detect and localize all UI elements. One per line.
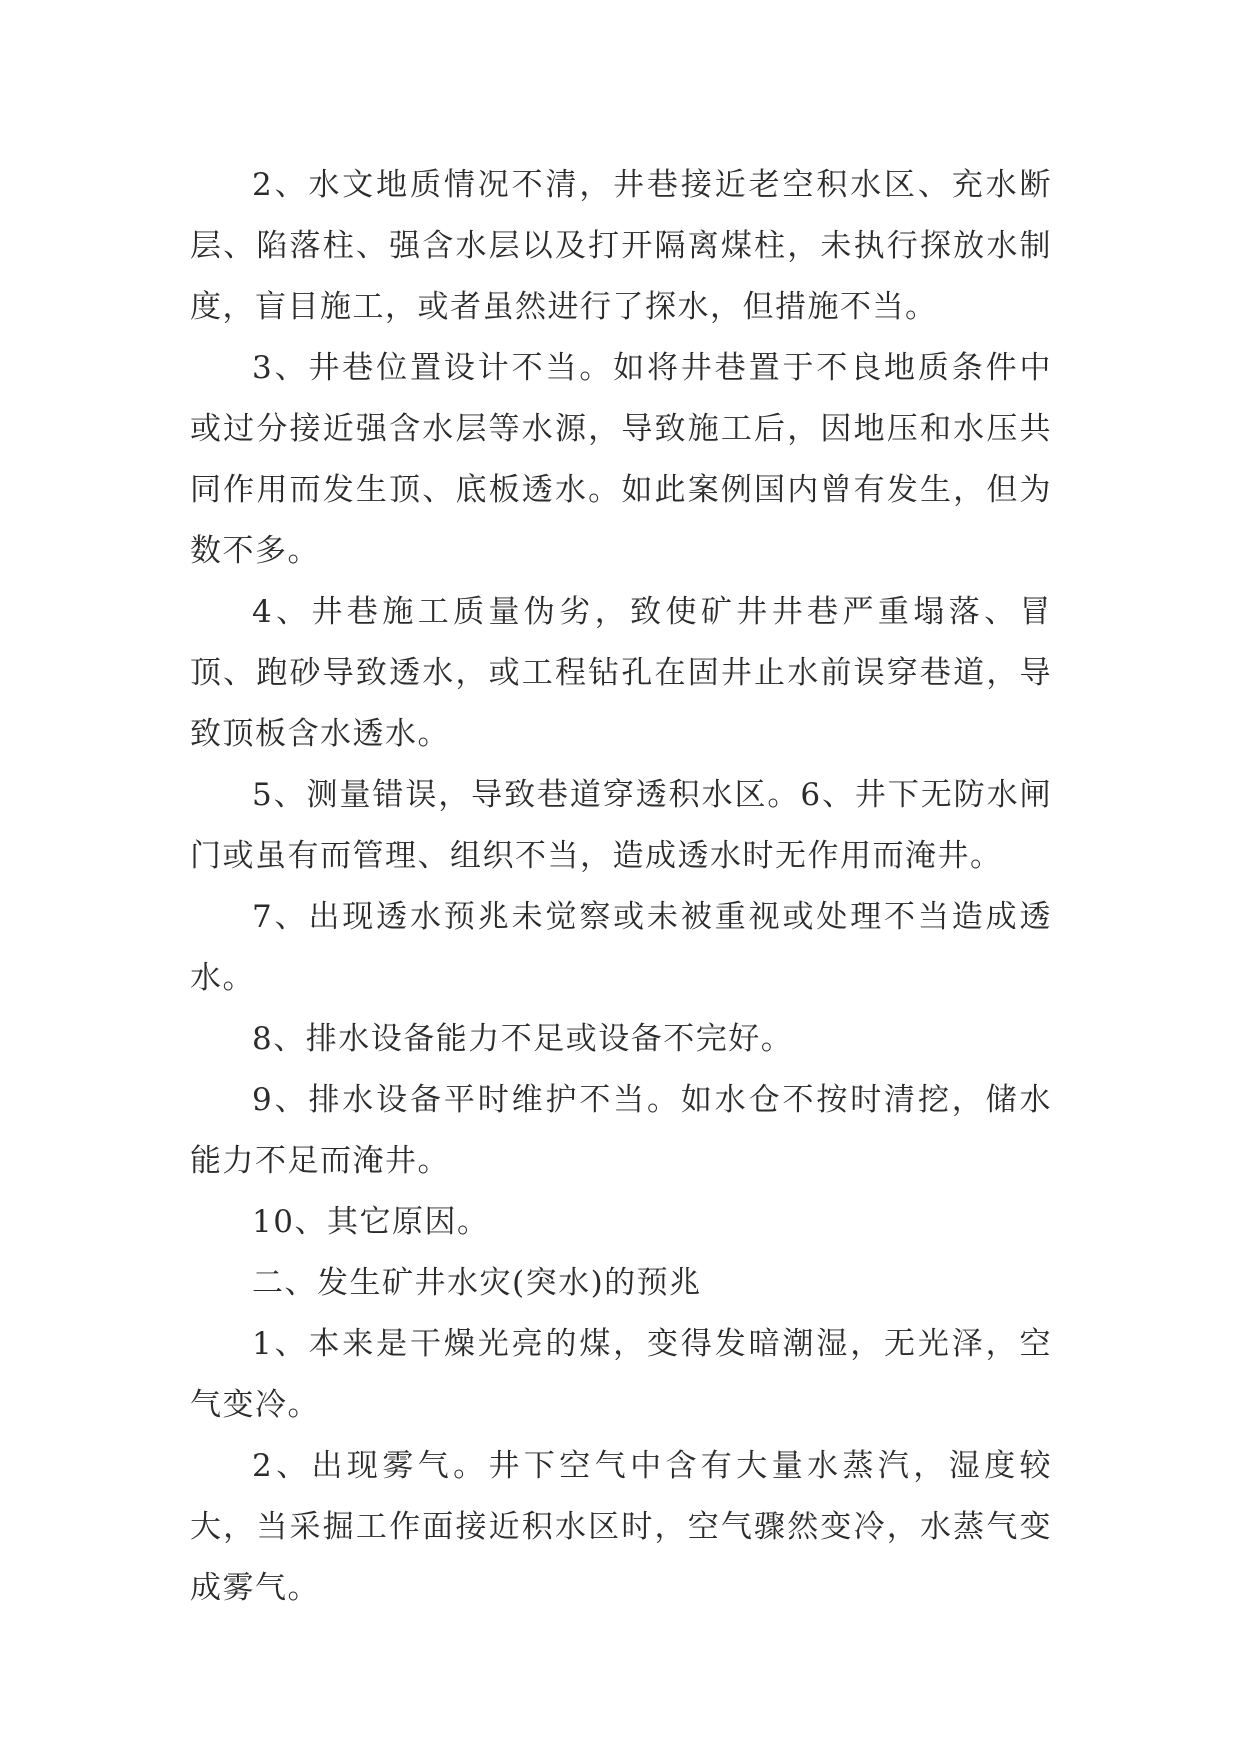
paragraph-cause-3: 3、井巷位置设计不当。如将井巷置于不良地质条件中或过分接近强含水层等水源，导致施工后，因地压和水压共同作用而发生顶、底板透水。如此案例国内曾有发生，但为数不多。 [190, 350, 1052, 569]
section-heading-warning-signs: 二、发生矿井水灾(突水)的预兆 [252, 1265, 702, 1301]
paragraph-cause-10: 10、其它原因。 [252, 1204, 490, 1240]
paragraph-cause-9: 9、排水设备平时维护不当。如水仓不按时清挖，储水能力不足而淹井。 [190, 1082, 1052, 1179]
paragraph-cause-7: 7、出现透水预兆未觉察或未被重视或处理不当造成透水。 [190, 899, 1052, 996]
paragraph-cause-4: 4、井巷施工质量伪劣，致使矿井井巷严重塌落、冒顶、跑砂导致透水，或工程钻孔在固井止水前误穿巷道，导致顶板含水透水。 [190, 594, 1052, 752]
paragraph-sign-2: 2、出现雾气。井下空气中含有大量水蒸汽，湿度较大，当采掘工作面接近积水区时，空气骤然变冷，水蒸气变成雾气。 [190, 1448, 1052, 1606]
paragraph-cause-2: 2、水文地质情况不清，井巷接近老空积水区、充水断层、陷落柱、强含水层以及打开隔离煤柱，未执行探放水制度，盲目施工，或者虽然进行了探水，但措施不当。 [190, 167, 1052, 325]
document-body [190, 155, 1052, 1619]
paragraph-sign-1: 1、本来是干燥光亮的煤，变得发暗潮湿，无光泽，空气变冷。 [190, 1326, 1052, 1423]
paragraph-cause-8: 8、排水设备能力不足或设备不完好。 [252, 1021, 794, 1057]
paragraph-cause-5-6: 5、测量错误，导致巷道穿透积水区。6、井下无防水闸门或虽有而管理、组织不当，造成透水时无作用而淹井。 [190, 777, 1052, 874]
